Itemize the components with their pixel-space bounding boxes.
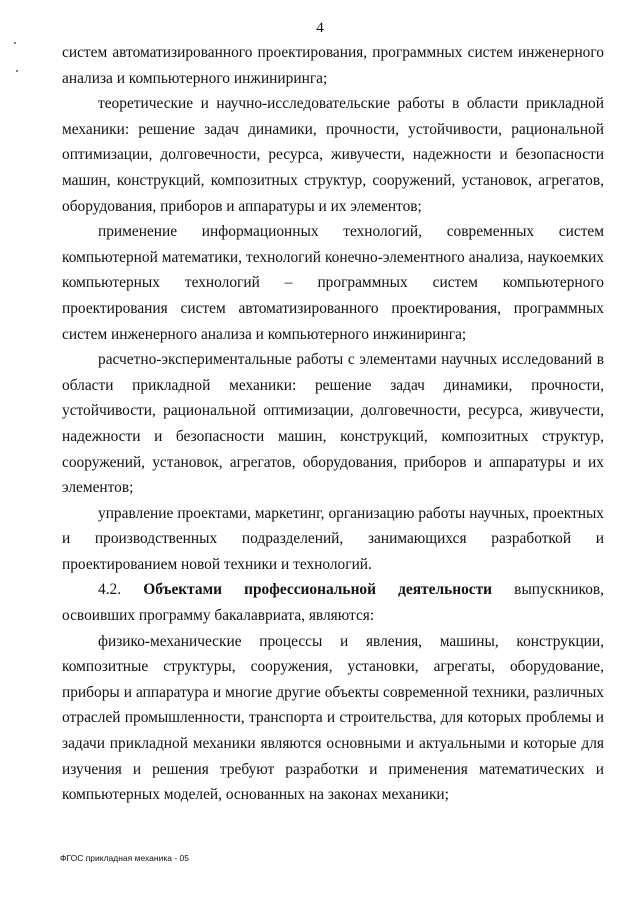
document-body bbox=[62, 40, 604, 808]
paragraph-project-management: управление проектами, маркетинг, организацию работы научных, проектных и производственных подразделений, занимающихся разработкой и проектированием новой техники и технологий. bbox=[62, 504, 604, 573]
page-number: 4 bbox=[316, 20, 324, 36]
scan-artifact-dot bbox=[16, 70, 18, 72]
scan-artifact-dot bbox=[14, 42, 16, 44]
section-4-2-paragraph bbox=[62, 577, 604, 628]
page-footer: ФГОС прикладная механика - 05 bbox=[60, 853, 189, 863]
paragraph-information-technologies: применение информационных технологий, современных систем компьютерной математики, технологий конечно-элементного анализа, наукоемких компьютерных технологий – программных систем компьютерного проектирования систем автоматизированного проектирования, программных систем инженерного анализа и компьютерного инжиниринга; bbox=[62, 223, 604, 343]
paragraph-physical-mechanical-processes: физико-механические процессы и явления, машины, конструкции, композитные структуры, сооружения, установки, агрегаты, оборудование, приборы и аппаратура и многие другие объекты современной техники, различных отраслей промышленности, транспорта и строительства, для которых проблемы и задачи прикладной механики являются основными и актуальными и которые для изучения и решения требуют разработки и применения математических и компьютерных моделей, основанных на законах механики; bbox=[62, 632, 604, 804]
paragraph-experimental-work: расчетно-экспериментальные работы с элементами научных исследований в области прикладной механики: решение задач динамики, прочности, устойчивости, рациональной оптимизации, долговечности, ресурса, живучести, надежности и безопасности машин, конструкций, композитных структур, сооружений, установок, агрегатов, оборудования, приборов и аппаратуры и их элементов; bbox=[62, 351, 604, 497]
paragraph-theoretical-research: теоретические и научно-исследовательские работы в области прикладной механики: решение задач динамики, прочности, устойчивости, рациональной оптимизации, долговечности, ресурса, живучести, надежности и безопасности машин, конструкций, композитных структур, сооружений, установок, агрегатов, оборудования, приборов и аппаратуры и их элементов; bbox=[62, 95, 604, 215]
section-bold-heading: Объектами профессиональной деятельности bbox=[143, 581, 493, 599]
section-text: выпускников, освоивших программу бакалавриата, являются: bbox=[62, 581, 604, 625]
paragraph-continuation: систем автоматизированного проектирования, программных систем инженерного анализа и компьютерного инжиниринга; bbox=[62, 44, 604, 87]
section-number: 4.2. bbox=[98, 581, 122, 599]
